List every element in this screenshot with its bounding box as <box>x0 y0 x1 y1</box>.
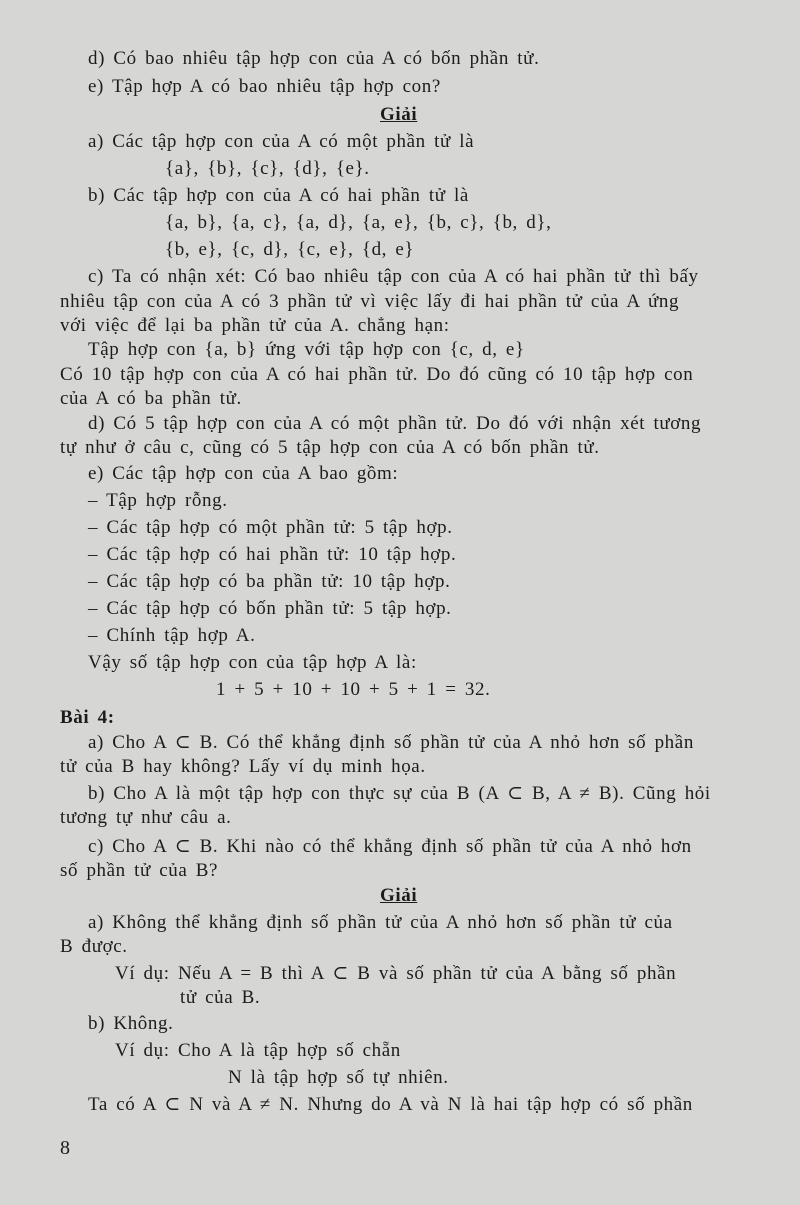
question-e: e) Tập hợp A có bao nhiêu tập hợp con? <box>88 76 441 97</box>
solution-heading: Giải <box>380 104 418 125</box>
answer-e: e) Các tập hợp con của A bao gồm: <box>88 463 399 484</box>
solution-a-example-2: tử của B. <box>180 987 261 1008</box>
answer-d-line-1: d) Có 5 tập hợp con của A có một phần tử. Do đó với nhận xét tương <box>88 413 702 434</box>
exercise-4-b-line-2: tương tự như câu a. <box>60 807 232 828</box>
solution-heading: Giải <box>380 885 418 906</box>
solution-b: b) Không. <box>88 1013 174 1034</box>
solution-a-line-1: a) Không thể khẳng định số phần tử của A nhỏ hơn số phần tử của <box>88 912 673 933</box>
answer-a: a) Các tập hợp con của A có một phần tử là <box>88 131 475 152</box>
answer-c-line-2: nhiêu tập con của A có 3 phần tử vì việc lấy đi hai phần tử của A ứng <box>60 291 680 312</box>
solution-a-example-1: Ví dụ: Nếu A = B thì A ⊂ B và số phần tử của A bằng số phần <box>115 963 677 984</box>
solution-b-example-3: Ta có A ⊂ N và A ≠ N. Nhưng do A và N là hai tập hợp có số phần <box>88 1094 693 1115</box>
sum-equation: 1 + 5 + 10 + 10 + 5 + 1 = 32. <box>216 679 491 700</box>
list-item: – Chính tập hợp A. <box>88 625 256 646</box>
list-item: – Các tập hợp có bốn phần tử: 5 tập hợp. <box>88 598 452 619</box>
exercise-4-heading: Bài 4: <box>60 707 115 728</box>
solution-b-example-2: N là tập hợp số tự nhiên. <box>228 1067 449 1088</box>
answer-b: b) Các tập hợp con của A có hai phần tử là <box>88 185 469 206</box>
page-number: 8 <box>60 1137 71 1159</box>
answer-e-conclusion: Vậy số tập hợp con của tập hợp A là: <box>88 652 417 673</box>
exercise-4-a-line-2: tử của B hay không? Lấy ví dụ minh họa. <box>60 756 426 777</box>
answer-b-sets-1: {a, b}, {a, c}, {a, d}, {a, e}, {b, c}, {b, d}, <box>165 212 552 233</box>
list-item: – Các tập hợp có hai phần tử: 10 tập hợp. <box>88 544 457 565</box>
solution-a-line-2: B được. <box>60 936 128 957</box>
list-item: – Các tập hợp có một phần tử: 5 tập hợp. <box>88 517 453 538</box>
exercise-4-c-line-2: số phần tử của B? <box>60 860 219 881</box>
answer-c-line-1: c) Ta có nhận xét: Có bao nhiêu tập con của A có hai phần tử thì bấy <box>88 266 699 287</box>
answer-c-conclusion-1: Có 10 tập hợp con của A có hai phần tử. Do đó cũng có 10 tập hợp con <box>60 364 694 385</box>
answer-c-example: Tập hợp con {a, b} ứng với tập hợp con {c, d, e} <box>88 339 525 360</box>
exercise-4-b-line-1: b) Cho A là một tập hợp con thực sự của B (A ⊂ B, A ≠ B). Cũng hỏi <box>88 783 711 804</box>
exercise-4-a-line-1: a) Cho A ⊂ B. Có thể khẳng định số phần tử của A nhỏ hơn số phần <box>88 732 694 753</box>
question-d: d) Có bao nhiêu tập hợp con của A có bốn phần tử. <box>88 48 540 69</box>
answer-b-sets-2: {b, e}, {c, d}, {c, e}, {d, e} <box>165 239 415 260</box>
exercise-4-c-line-1: c) Cho A ⊂ B. Khi nào có thể khẳng định số phần tử của A nhỏ hơn <box>88 836 692 857</box>
answer-c-conclusion-2: của A có ba phần tử. <box>60 388 242 409</box>
list-item: – Tập hợp rỗng. <box>88 490 228 511</box>
list-item: – Các tập hợp có ba phần tử: 10 tập hợp. <box>88 571 451 592</box>
answer-d-line-2: tự như ở câu c, cũng có 5 tập hợp con của A có bốn phần tử. <box>60 437 600 458</box>
answer-c-line-3: với việc để lại ba phần tử của A. chẳng hạn: <box>60 315 450 336</box>
answer-a-sets: {a}, {b}, {c}, {d}, {e}. <box>165 158 370 179</box>
solution-b-example-1: Ví dụ: Cho A là tập hợp số chẵn <box>115 1040 401 1061</box>
